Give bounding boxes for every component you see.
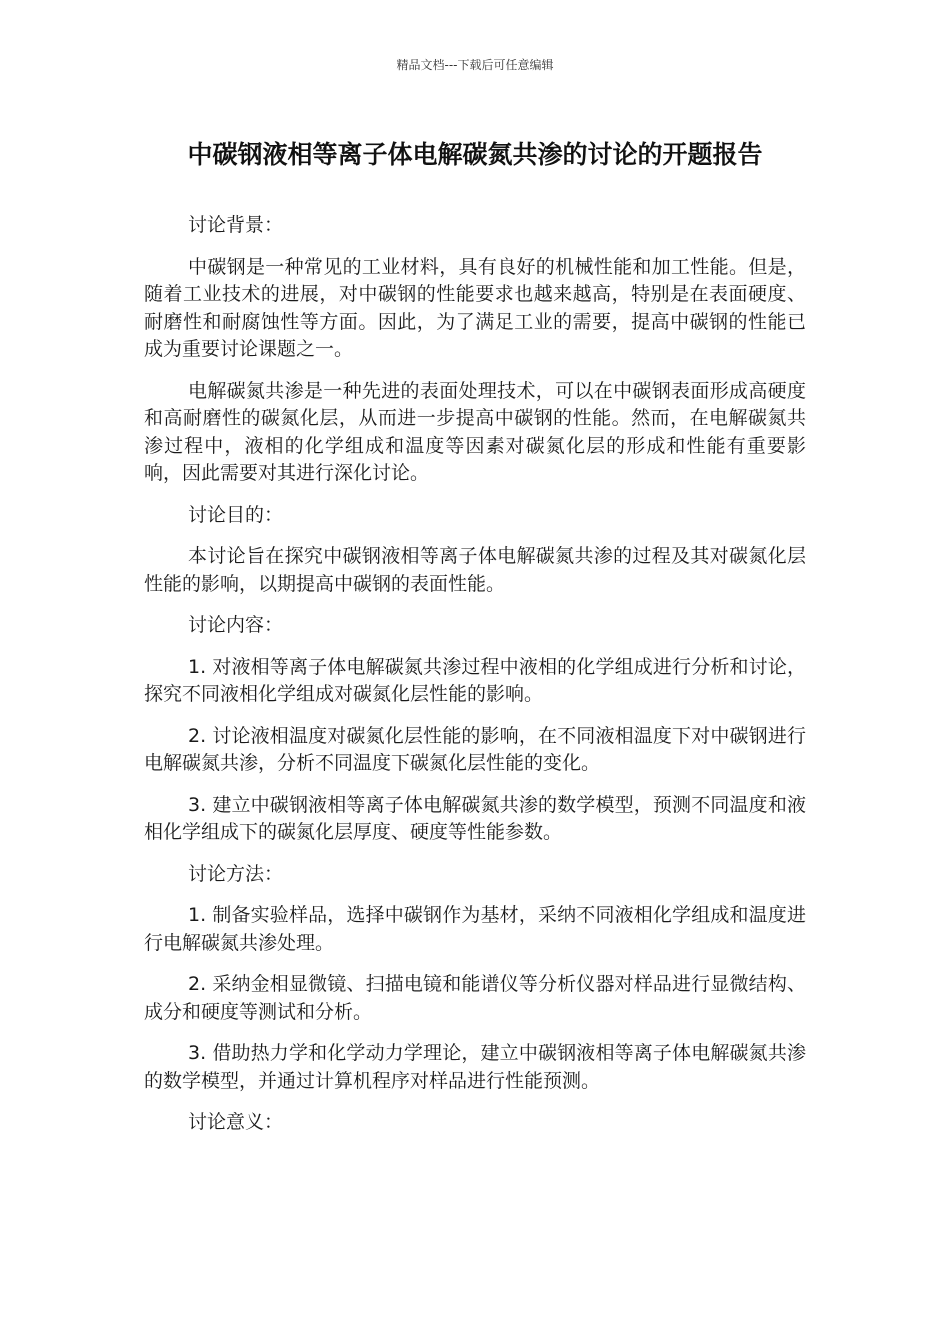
section-heading-background: 讨论背景： <box>188 214 284 236</box>
paragraph-background-2: 电解碳氮共渗是一种先进的表面处理技术，可以在中碳钢表面形成高硬度和高耐磨性的碳氮化层，从而进一步提高中碳钢的性能。然而，在电解碳氮共渗过程中，液相的化学组成和温度等因素对碳氮化层的形成和性能有重要影响，因此需要对其进行深化讨论。 <box>144 379 806 484</box>
list-item-method-3: 3. 借助热力学和化学动力学理论，建立中碳钢液相等离子体电解碳氮共渗的数学模型，并通过计算机程序对样品进行性能预测。 <box>144 1042 806 1092</box>
paragraph-purpose: 本讨论旨在探究中碳钢液相等离子体电解碳氮共渗的过程及其对碳氮化层性能的影响，以期提高中碳钢的表面性能。 <box>144 545 806 595</box>
section-heading-purpose: 讨论目的： <box>188 503 284 526</box>
section-heading-method: 讨论方法： <box>188 862 284 885</box>
list-item-content-2: 2. 讨论液相温度对碳氮化层性能的影响，在不同液相温度下对中碳钢进行电解碳氮共渗，分析不同温度下碳氮化层性能的变化。 <box>144 724 806 774</box>
list-item-content-1: 1. 对液相等离子体电解碳氮共渗过程中液相的化学组成进行分析和讨论，探究不同液相化学组成对碳氮化层性能的影响。 <box>144 655 806 705</box>
list-item-content-3: 3. 建立中碳钢液相等离子体电解碳氮共渗的数学模型，预测不同温度和液相化学组成下的碳氮化层厚度、硬度等性能参数。 <box>144 793 806 843</box>
paragraph-background-1: 中碳钢是一种常见的工业材料，具有良好的机械性能和加工性能。但是，随着工业技术的进展，对中碳钢的性能要求也越来越高，特别是在表面硬度、耐磨性和耐腐蚀性等方面。因此，为了满足工业的需要，提高中碳钢的性能已成为重要讨论课题之一。 <box>144 255 806 360</box>
document-body <box>144 212 806 1151</box>
section-heading-significance: 讨论意义： <box>188 1111 284 1133</box>
page-header-note: 精品文档---下载后可任意编辑 <box>396 58 554 72</box>
section-heading-content: 讨论内容： <box>188 614 284 636</box>
document-title: 中碳钢液相等离子体电解碳氮共渗的讨论的开题报告 <box>187 140 763 169</box>
list-item-method-2: 2. 采纳金相显微镜、扫描电镜和能谱仪等分析仪器对样品进行显微结构、成分和硬度等测试和分析。 <box>144 973 806 1023</box>
list-item-method-1: 1. 制备实验样品，选择中碳钢作为基材，采纳不同液相化学组成和温度进行电解碳氮共渗处理。 <box>144 904 806 954</box>
